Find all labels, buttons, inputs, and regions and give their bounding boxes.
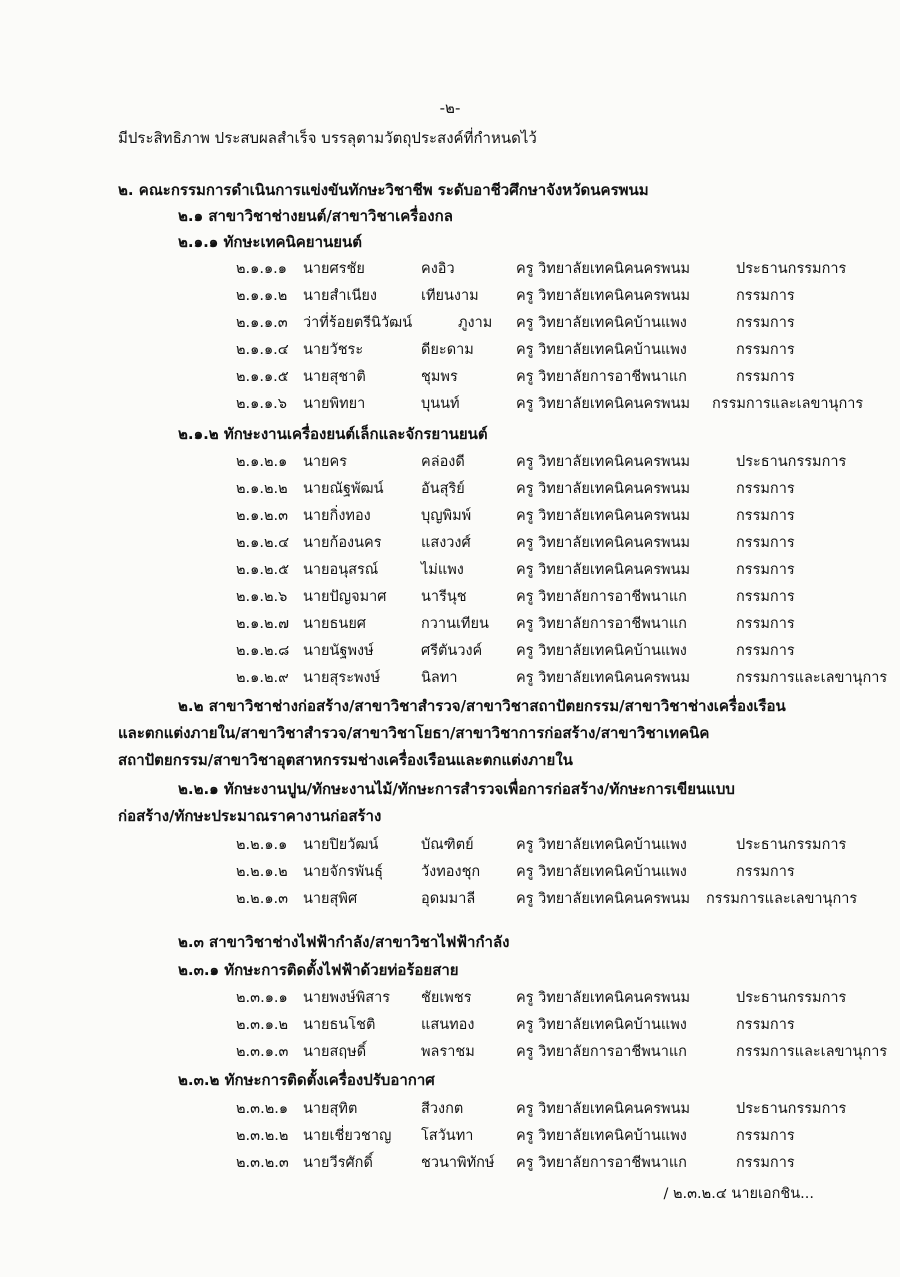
row-surname: คงอิว (421, 261, 455, 277)
row-code: ๒.๓.๒.๒ (236, 1128, 289, 1144)
row-name: นายจักรพันธุ์ (303, 864, 383, 880)
row-org: ครู วิทยาลัยเทคนิคบ้านแพง (516, 643, 687, 659)
row-name: นายพงษ์พิสาร (303, 990, 391, 1006)
section-2-2-1-heading-line2: ก่อสร้าง/ทักษะประมาณราคางานก่อสร้าง (118, 807, 382, 825)
row-role: กรรมการ (736, 315, 795, 331)
row-code: ๒.๑.๒.๘ (236, 643, 290, 659)
row-org: ครู วิทยาลัยเทคนิคบ้านแพง (516, 864, 687, 880)
row-surname: เทียนงาม (421, 288, 479, 304)
row-org: ครู วิทยาลัยเทคนิคนครพนม (516, 396, 691, 412)
row-name: นายกิ่งทอง (303, 508, 371, 524)
page-number: -๒- (439, 99, 461, 117)
row-code: ๒.๒.๑.๓ (236, 891, 289, 907)
row-org: ครู วิทยาลัยเทคนิคนครพนม (516, 562, 691, 578)
row-role: กรรมการ (736, 535, 795, 551)
row-name: นายสุทิต (303, 1101, 358, 1117)
section-2-2-heading-line2: และตกแต่งภายใน/สาขาวิชาสำรวจ/สาขาวิชาโยธา/สาขาวิชาการก่อสร้าง/สาขาวิชาเทคนิค (118, 724, 710, 742)
row-surname: คล่องดี (421, 454, 465, 470)
row-org: ครู วิทยาลัยเทคนิคนครพนม (516, 288, 691, 304)
row-surname: ชวนาพิทักษ์ (421, 1155, 495, 1171)
row-role: กรรมการ (736, 864, 795, 880)
row-name: ว่าที่ร้อยตรีนิวัฒน์ (303, 315, 413, 331)
row-org: ครู วิทยาลัยการอาชีพนาแก (516, 1044, 687, 1060)
row-name: นายสฤษดิ์ (303, 1044, 367, 1060)
row-name: นายศรชัย (303, 261, 365, 277)
row-code: ๒.๓.๒.๑ (236, 1101, 289, 1117)
row-role: กรรมการ (736, 1155, 795, 1171)
row-code: ๒.๑.๑.๑ (236, 261, 287, 277)
row-code: ๒.๑.๑.๔ (236, 342, 289, 358)
row-role: ประธานกรรมการ (736, 261, 847, 277)
row-role: กรรมการ (736, 1017, 795, 1033)
section-2-3-heading: ๒.๓ สาขาวิชาช่างไฟฟ้ากำลัง/สาขาวิชาไฟฟ้ากำลัง (178, 933, 510, 951)
row-org: ครู วิทยาลัยเทคนิคบ้านแพง (516, 315, 687, 331)
row-name: นายธนโชติ (303, 1017, 376, 1033)
row-name: นายสุระพงษ์ (303, 670, 381, 686)
row-code: ๒.๓.๑.๒ (236, 1017, 289, 1033)
row-org: ครู วิทยาลัยเทคนิคนครพนม (516, 990, 691, 1006)
row-surname: นารีนุช (421, 589, 467, 605)
row-name: นายณัฐพัฒน์ (303, 481, 384, 497)
row-role: กรรมการ (736, 643, 795, 659)
section-2-3-1-heading: ๒.๓.๑ ทักษะการติดตั้งไฟฟ้าด้วยท่อร้อยสาย (178, 961, 459, 979)
row-surname: ศรีตันวงค์ (421, 643, 483, 659)
row-code: ๒.๑.๒.๗ (236, 616, 290, 632)
row-role: ประธานกรรมการ (736, 454, 847, 470)
row-name: นายพิทยา (303, 396, 366, 412)
row-surname: ดียะดาม (421, 342, 474, 358)
row-surname: ไม่แพง (421, 562, 464, 578)
row-org: ครู วิทยาลัยการอาชีพนาแก (516, 369, 687, 385)
row-role: ประธานกรรมการ (736, 1101, 847, 1117)
section-2-1-heading: ๒.๑ สาขาวิชาช่างยนต์/สาขาวิชาเครื่องกล (178, 207, 453, 225)
row-name: นายเชี่ยวชาญ (303, 1128, 392, 1144)
row-code: ๒.๑.๒.๔ (236, 535, 290, 551)
row-code: ๒.๑.๒.๙ (236, 670, 289, 686)
row-role: กรรมการและเลขานุการ (712, 396, 864, 412)
row-org: ครู วิทยาลัยเทคนิคนครพนม (516, 261, 691, 277)
row-code: ๒.๓.๑.๑ (236, 990, 288, 1006)
row-code: ๒.๒.๑.๒ (236, 864, 288, 880)
row-code: ๒.๑.๑.๖ (236, 396, 287, 412)
row-code: ๒.๓.๑.๓ (236, 1044, 289, 1060)
row-surname: วังทองชุก (421, 864, 481, 880)
row-role: กรรมการ (736, 508, 795, 524)
row-code: ๒.๑.๑.๒ (236, 288, 288, 304)
row-org: ครู วิทยาลัยเทคนิคบ้านแพง (516, 837, 687, 853)
row-org: ครู วิทยาลัยการอาชีพนาแก (516, 1155, 687, 1171)
row-code: ๒.๑.๒.๑ (236, 454, 288, 470)
row-code: ๒.๑.๒.๖ (236, 589, 288, 605)
row-surname: สีวงกต (421, 1101, 464, 1117)
row-role: กรรมการ (736, 589, 795, 605)
row-role: กรรมการและเลขานุการ (706, 891, 858, 907)
row-org: ครู วิทยาลัยเทคนิคนครพนม (516, 454, 691, 470)
row-name: นายก้องนคร (303, 535, 382, 551)
heading-main: ๒. คณะกรรมการดำเนินการแข่งขันทักษะวิชาชีพ ระดับอาชีวศึกษาจังหวัดนครพนม (118, 181, 649, 199)
row-org: ครู วิทยาลัยเทคนิคบ้านแพง (516, 1017, 687, 1033)
row-role: กรรมการ (736, 1128, 795, 1144)
row-name: นายธนยศ (303, 616, 367, 632)
row-role: กรรมการ (736, 342, 795, 358)
row-org: ครู วิทยาลัยเทคนิคนครพนม (516, 481, 691, 497)
row-code: ๒.๒.๑.๑ (236, 837, 288, 853)
row-surname: นิลทา (421, 670, 458, 686)
row-org: ครู วิทยาลัยเทคนิคนครพนม (516, 535, 691, 551)
row-surname: ชัยเพชร (421, 990, 472, 1006)
row-name: นายคร (303, 454, 348, 470)
row-role: กรรมการ (736, 616, 795, 632)
section-2-2-heading-line3: สถาปัตยกรรม/สาขาวิชาอุตสาหกรรมช่างเครื่องเรือนและตกแต่งภายใน (118, 751, 573, 769)
row-role: ประธานกรรมการ (736, 837, 847, 853)
row-code: ๒.๑.๑.๕ (236, 369, 289, 385)
section-2-1-2-heading: ๒.๑.๒ ทักษะงานเครื่องยนต์เล็กและจักรยานยนต์ (178, 425, 488, 443)
row-org: ครู วิทยาลัยเทคนิคบ้านแพง (516, 342, 687, 358)
row-org: ครู วิทยาลัยเทคนิคนครพนม (516, 891, 691, 907)
row-code: ๒.๑.๒.๕ (236, 562, 290, 578)
row-surname: โสวันทา (421, 1128, 474, 1144)
row-name: นายวีรศักดิ์ (303, 1155, 373, 1171)
row-role: กรรมการ (736, 562, 795, 578)
row-role: กรรมการ (736, 481, 795, 497)
row-code: ๒.๑.๑.๓ (236, 315, 288, 331)
row-role: กรรมการ (736, 369, 795, 385)
row-surname: แสนทอง (421, 1017, 475, 1033)
row-name: นายนัฐพงษ์ (303, 643, 374, 659)
row-surname: บัณฑิตย์ (421, 837, 474, 853)
row-code: ๒.๓.๒.๓ (236, 1155, 289, 1171)
row-code: ๒.๑.๒.๒ (236, 481, 288, 497)
row-surname: พลราชม (421, 1044, 475, 1060)
row-role: กรรมการ (736, 288, 795, 304)
section-2-3-2-heading: ๒.๓.๒ ทักษะการติดตั้งเครื่องปรับอากาศ (178, 1071, 435, 1089)
row-surname: บุนนท์ (421, 396, 460, 412)
row-role: กรรมการและเลขานุการ (736, 670, 888, 686)
row-name: นายสำเนียง (303, 288, 377, 304)
row-surname: อุดมมาลี (421, 891, 476, 907)
row-surname: อันสุริย์ (421, 481, 465, 497)
row-code: ๒.๑.๒.๓ (236, 508, 289, 524)
row-name: นายปัญจมาศ (303, 589, 387, 605)
section-2-1-1-heading: ๒.๑.๑ ทักษะเทคนิคยานยนต์ (178, 233, 363, 251)
row-org: ครู วิทยาลัยเทคนิคบ้านแพง (516, 1128, 687, 1144)
row-org: ครู วิทยาลัยการอาชีพนาแก (516, 589, 687, 605)
row-name: นายอนุสรณ์ (303, 562, 379, 578)
row-name: นายปิยวัฒน์ (303, 837, 379, 853)
section-2-2-1-heading-line1: ๒.๒.๑ ทักษะงานปูน/ทักษะงานไม้/ทักษะการสำรวจเพื่อการก่อสร้าง/ทักษะการเขียนแบบ (178, 780, 735, 798)
row-name: นายวัชระ (303, 342, 364, 358)
row-surname: บุญพิมพ์ (421, 508, 472, 524)
row-role: ประธานกรรมการ (736, 990, 847, 1006)
row-org: ครู วิทยาลัยเทคนิคนครพนม (516, 1101, 691, 1117)
row-name: นายสุชาติ (303, 369, 366, 385)
row-surname: กวานเทียน (421, 616, 489, 632)
row-org: ครู วิทยาลัยเทคนิคนครพนม (516, 508, 691, 524)
row-surname: ชุมพร (421, 369, 458, 385)
intro-line: มีประสิทธิภาพ ประสบผลสำเร็จ บรรลุตามวัตถุประสงค์ที่กำหนดไว้ (118, 129, 537, 147)
row-surname: แสงวงศ์ (421, 535, 471, 551)
section-2-2-heading-line1: ๒.๒ สาขาวิชาช่างก่อสร้าง/สาขาวิชาสำรวจ/สาขาวิชาสถาปัตยกรรม/สาขาวิชาช่างเครื่องเรือน (178, 697, 786, 715)
row-name: นายสุพิศ (303, 891, 358, 907)
row-org: ครู วิทยาลัยเทคนิคนครพนม (516, 670, 691, 686)
continuation-note: / ๒.๓.๒.๔ นายเอกชิน... (663, 1186, 814, 1202)
row-surname: ภูงาม (458, 315, 493, 331)
row-role: กรรมการและเลขานุการ (736, 1044, 888, 1060)
row-org: ครู วิทยาลัยการอาชีพนาแก (516, 616, 687, 632)
